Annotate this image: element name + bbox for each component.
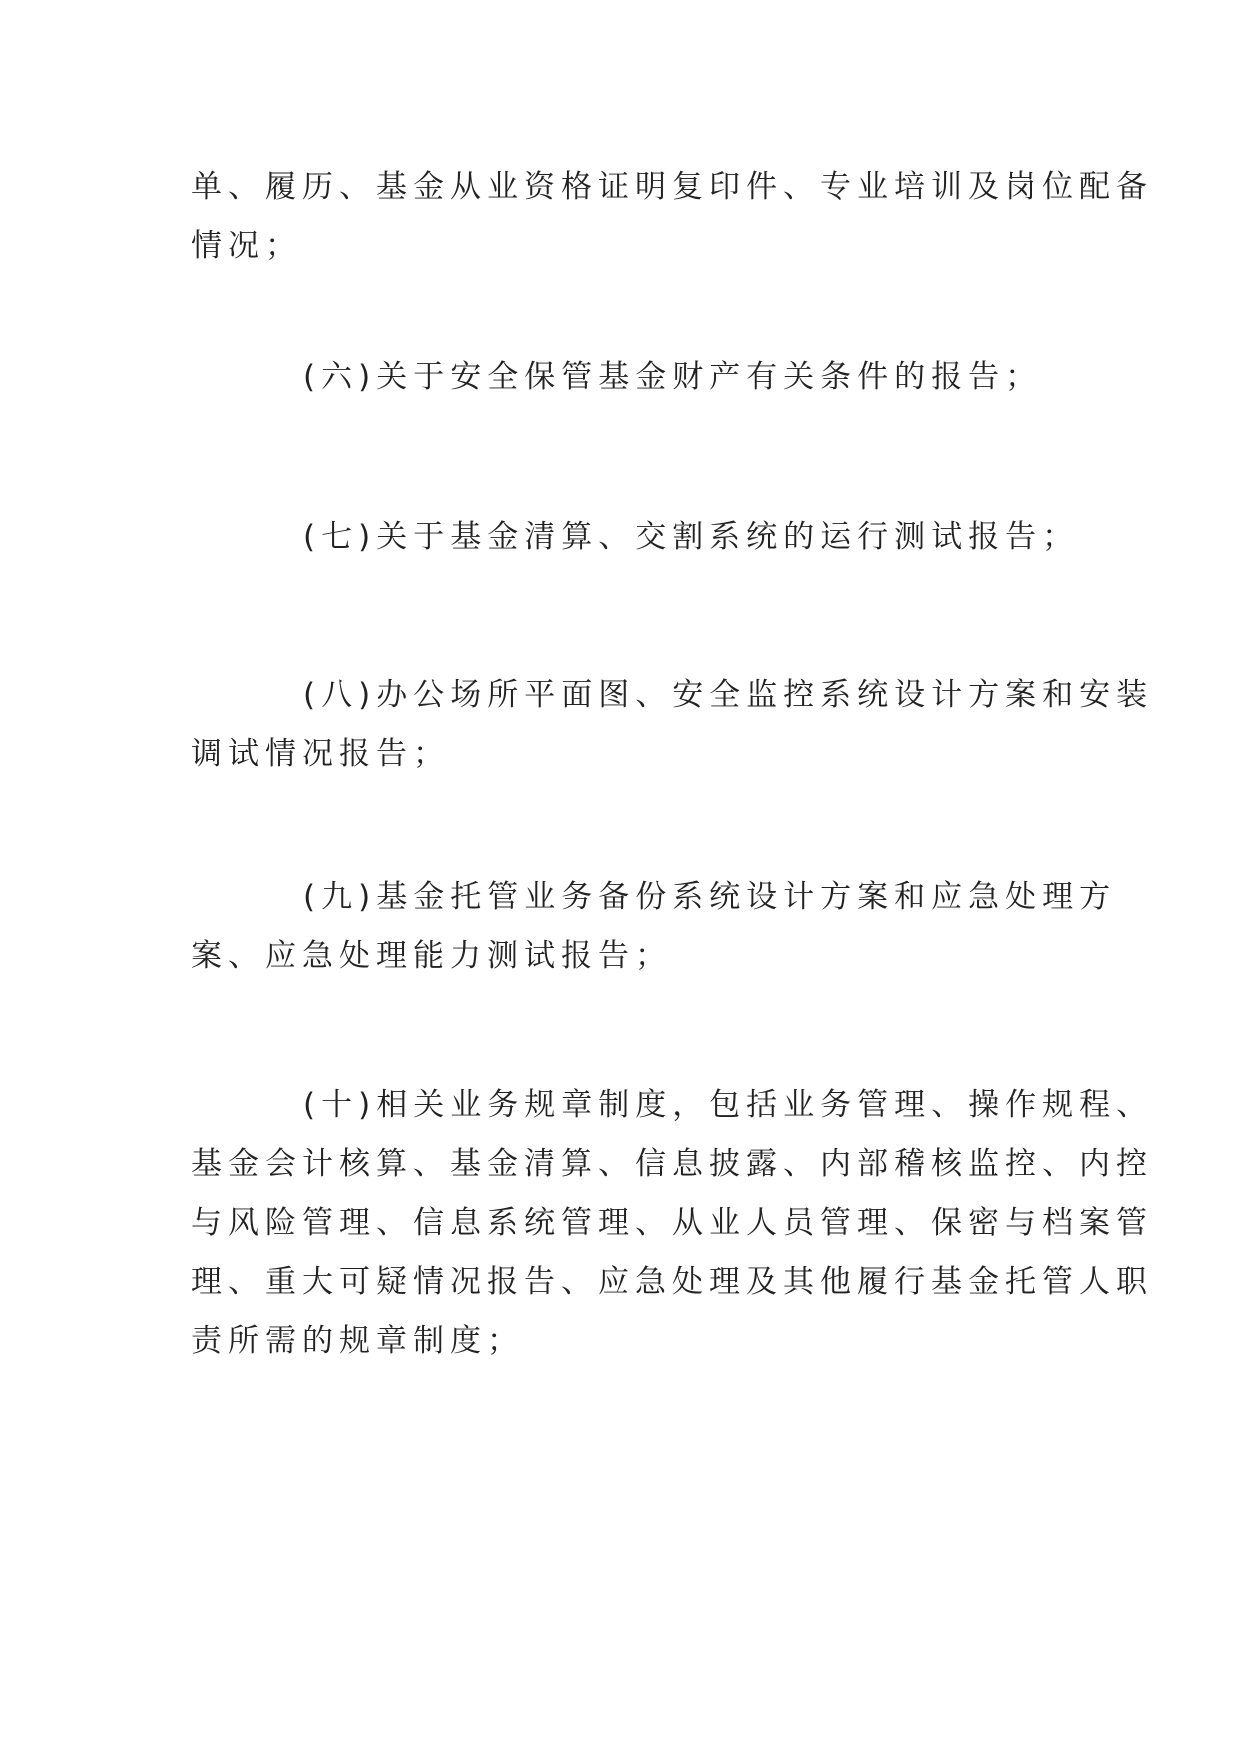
text-line: 案、应急处理能力测试报告； — [191, 938, 672, 974]
paragraph-item-7 — [191, 508, 1080, 567]
text-line: 理、重大可疑情况报告、应急处理及其他履行基金托管人职 — [191, 1264, 1153, 1300]
text-line: (八)办公场所平面图、安全监控系统设计方案和安装 — [303, 677, 1154, 713]
text-line: (七)关于基金清算、交割系统的运行测试报告； — [303, 519, 1080, 555]
paragraph-item-6 — [191, 348, 1051, 407]
paragraph-continuation — [191, 158, 1153, 276]
paragraph-item-8 — [191, 666, 1154, 784]
text-line: (十)相关业务规章制度，包括业务管理、操作规程、 — [303, 1087, 1154, 1123]
text-line: 与风险管理、信息系统管理、从业人员管理、保密与档案管 — [191, 1205, 1153, 1241]
text-line: 调试情况报告； — [191, 736, 450, 772]
paragraph-item-9 — [191, 868, 1117, 986]
text-line: 单、履历、基金从业资格证明复印件、专业培训及岗位配备 — [191, 169, 1153, 205]
text-line: (九)基金托管业务备份系统设计方案和应急处理方 — [303, 879, 1117, 915]
text-line: 情况； — [191, 228, 302, 264]
text-line: (六)关于安全保管基金财产有关条件的报告； — [303, 359, 1043, 395]
text-line: 基金会计核算、基金清算、信息披露、内部稽核监控、内控 — [191, 1146, 1153, 1182]
paragraph-item-10 — [191, 1076, 1154, 1371]
text-line: 责所需的规章制度； — [191, 1323, 524, 1359]
